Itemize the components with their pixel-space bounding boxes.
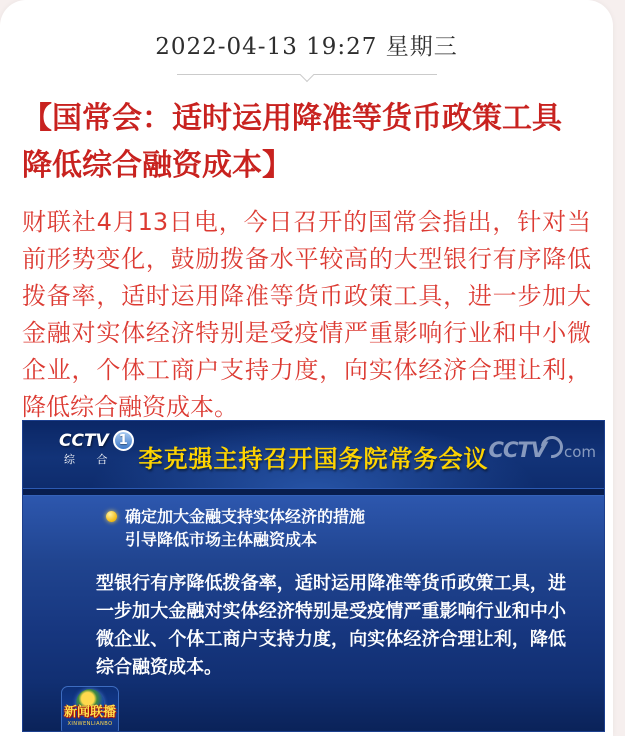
- tv-paragraph: 型银行有序降低拨备率，适时运用降准等货币政策工具，进一步加大金融对实体经济特别是受疫情严重影响行业和中小微企业、个体工商户支持力度，向实体经济合理让利，降低综合融资成本。: [23, 563, 604, 682]
- bullet-icon: [106, 511, 117, 522]
- watermark-brand: CCTV: [488, 438, 546, 462]
- watermark-suffix: com: [563, 443, 596, 461]
- date-divider: [177, 74, 437, 75]
- article-body: 财联社4月13日电，今日召开的国常会指出，针对当前形势变化，鼓励拨备水平较高的大型银行有序降低拨备率，适时运用降准等货币政策工具，进一步加大金融对实体经济特别是受疫情严重影响行业和中小微企业，个体工商户支持力度，向实体经济合理让利，降低综合融资成本。: [22, 208, 591, 421]
- cctv-wordmark: CCTV: [59, 430, 109, 451]
- tv-banner: [23, 421, 604, 488]
- tv-bottom-band: [23, 682, 604, 732]
- tv-news-title: 李克强主持召开国务院常务会议: [138, 445, 489, 473]
- channel-subtitle: 综 合: [64, 453, 117, 466]
- cctv1-channel-logo: [59, 430, 134, 467]
- cctv-com-watermark: [489, 436, 596, 462]
- badge-subtitle: XINWENLIANBO: [67, 720, 113, 727]
- article-headline: 【国常会：适时运用降准等货币政策工具降低综合融资成本】: [22, 101, 562, 183]
- bullet-line-2: 引导降低市场主体融资成本: [125, 530, 318, 549]
- bullet-line-1: 确定加大金融支持实体经济的措施: [125, 507, 366, 526]
- xinwenlianbo-badge: [61, 686, 119, 732]
- channel-number-icon: 1: [113, 430, 134, 451]
- post-datetime: 2022-04-13 19:27 星期三: [155, 34, 458, 60]
- tv-screenshot-image[interactable]: [22, 420, 605, 732]
- tv-bullet-block: [23, 496, 604, 563]
- chevron-down-icon: [299, 68, 313, 82]
- bullet-lines: [125, 505, 365, 563]
- badge-title: 新闻联播: [63, 705, 116, 720]
- tv-separator-band: [23, 488, 604, 496]
